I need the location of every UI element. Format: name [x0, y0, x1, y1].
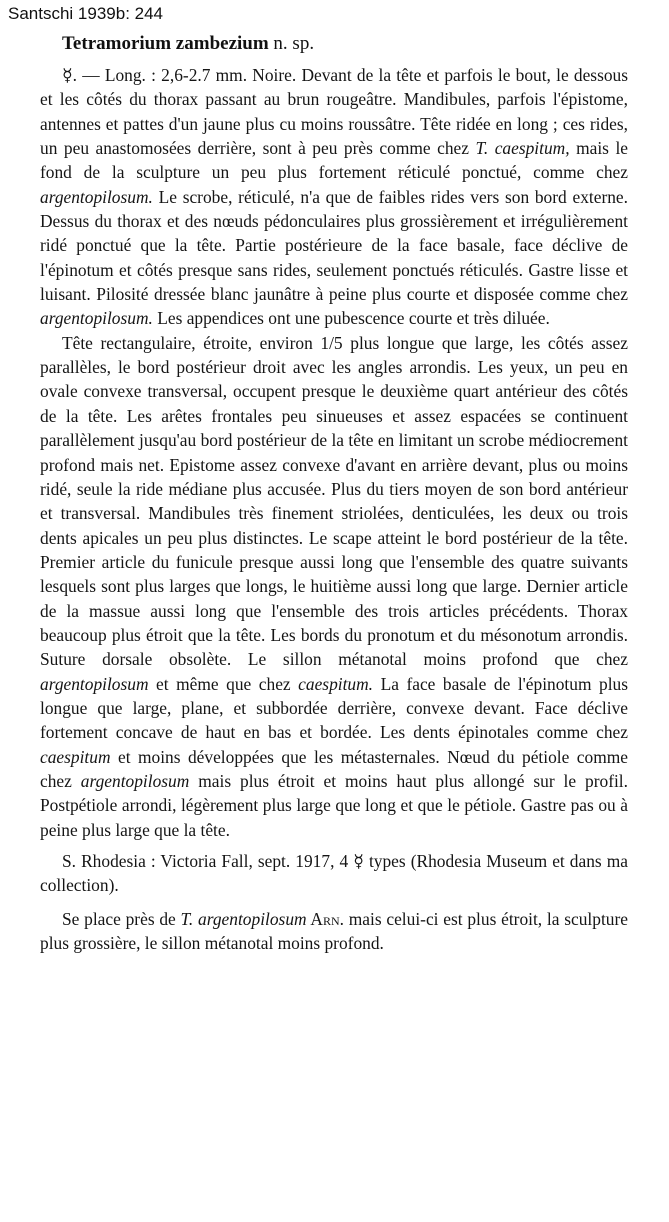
text-segment: T. argentopilosum — [180, 908, 307, 929]
paragraph-locality — [40, 849, 628, 898]
species-status: n. sp. — [273, 33, 315, 54]
text-segment: T. caespitum, — [475, 138, 570, 159]
text-segment: argentopilosum — [40, 673, 149, 694]
text-segment: Le scrobe, réticulé, n'a que de faibles rides vers son bord externe. Dessus du thorax et des nœuds pédonculaires plus grossièrement et irrégulièrement ridé ponctué que la tête. Partie postérieure de la face basale, face déclive de l'épinotum et côtés presque sans rides, seulement ponctués réticulés. Gastre lisse et luisant. Pilosité dressée blanc jaunâtre à peine plus courte et disposée comme chez — [40, 186, 628, 305]
paragraph-morphology — [40, 331, 628, 842]
text-segment: et même que chez — [148, 673, 299, 694]
text-segment: argentopilosum. — [40, 186, 153, 207]
text-segment: Arn. — [306, 908, 344, 929]
text-segment: et moins développées que les métasternales. Nœud du pétiole comme chez — [40, 746, 628, 791]
text-segment: mais plus étroit et moins haut plus allongé sur le profil. Postpétiole arrondi, légèrement plus large que long et que le pétiole. Gastre pas ou à peine plus large que la tête. — [40, 770, 628, 840]
text-segment: Se place près de — [62, 908, 181, 929]
species-title — [62, 33, 314, 55]
text-segment: ☿. — Long. : 2,6-2.7 mm. Noire. Devant de la tête et parfois le bout, le dessous et les côtés du thorax passant au brun rougeâtre. Mandibules, parfois l'épistome, antennes et pattes d'un jaune plus cu moins roussâtre. Tête ridée en long ; ces rides, un peu anastomosées derrière, sont à peu près comme chez — [40, 65, 628, 159]
text-segment: Tête rectangulaire, étroite, environ 1/5 plus longue que large, les côtés assez parallèles, le bord postérieur droit avec les angles arrondis. Les yeux, un peu en ovale convexe transversal, occupent presque le deuxième quart antérieur des côtés de la tête. Les arêtes frontales peu sinueuses et assez espacées se continuent parallèlement jusqu'au bord postérieur de la tête en limitant un scrobe médiocrement profond mais net. Epistome assez convexe d'avant en arrière devant, plus ou moins ridé, seule la ride médiane plus accusée. Plus du tiers moyen de son bord antérieur et transversal. Mandibules très finement striolées, denticulées, les deux ou trois dents apicales un peu plus distinctes. Le scape atteint le bord postérieur de la tête. Premier article du funicule presque aussi long que l'ensemble des quatre suivants lesquels sont plus larges que longs, le huitième aussi long que large. Dernier article de la massue aussi long que l'ensemble des trois articles précédents. Thorax beaucoup plus étroit que la tête. Les bords du pronotum et du mésonotum arrondis. Suture dorsale obsolète. Le sillon métanotal moins profond que chez — [40, 332, 628, 670]
text-segment: La face basale de l'épinotum plus longue que large, plane, et subbordée derrière, convexe devant. Face déclive fortement concave de haut en bas et bordée. Les dents épinotales comme chez — [40, 673, 628, 743]
text-segment: mais le fond de la sculpture un peu plus fortement réticulé ponctué, comme chez — [40, 138, 628, 183]
text-segment: argentopilosum — [80, 770, 190, 791]
text-segment: mais celui-ci est plus étroit, la sculpture plus grossière, le sillon métanotal moins profond. — [40, 908, 628, 954]
species-name: Tetramorium zambezium — [62, 33, 269, 54]
text-segment: caespitum — [40, 746, 111, 767]
text-segment: argentopilosum. — [40, 308, 153, 329]
description-body — [40, 63, 628, 955]
paragraph-worker-diagnosis — [40, 63, 628, 331]
text-segment: Les appendices ont une pubescence courte et très diluée. — [152, 308, 550, 329]
citation-header: Santschi 1939b: 244 — [8, 4, 164, 23]
text-segment: S. Rhodesia : Victoria Fall, sept. 1917, 4 ☿ types (Rhodesia Museum et dans ma collection). — [40, 851, 628, 896]
text-segment: caespitum. — [298, 673, 374, 694]
paragraph-comparison — [40, 907, 628, 956]
